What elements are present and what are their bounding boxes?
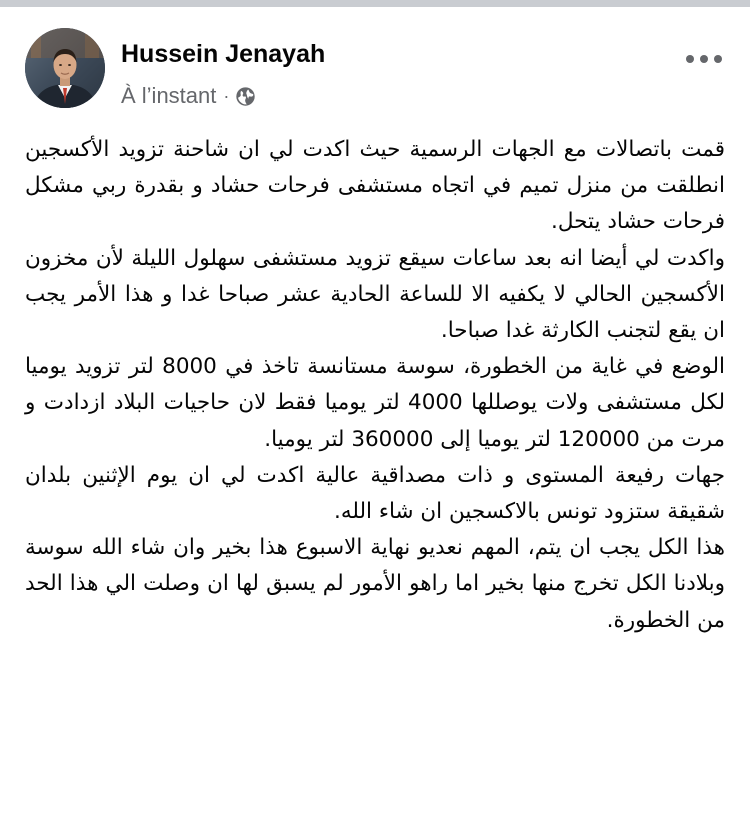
post-paragraph: الوضع في غاية من الخطورة، سوسة مستانسة تاخذ في 8000 لتر تزويد يوميا لكل مستشفى ولات يوصللها 4000 لتر يوميا فقط لان حاجيات البلاد ازدادت و مرت من 120000 لتر يوميا إلى 360000 لتر يوميا. (25, 354, 725, 452)
avatar-photo (25, 28, 105, 108)
post-paragraph: هذا الكل يجب ان يتم، المهم نعديو نهاية الاسبوع هذا بخير وان شاء الله سوسة وبلادنا الكل تخرج منها بخير اما راهو الأمور لم يسبق لها ان وصلت الي هذا الحد من الخطورة. (25, 535, 725, 633)
globe-icon[interactable] (235, 86, 256, 107)
post-paragraph: واكدت لي أيضا انه بعد ساعات سيقع تزويد مستشفى سهلول الليلة لأن مخزون الأكسجين الحالي لا يكفيه الا للساعة الحادية عشر صباحا غدا و هذا الأمر يجب ان يقع لتجنب الكارثة غدا صباحا. (25, 245, 725, 344)
post-text (25, 132, 725, 639)
author-name[interactable]: Hussein Jenayah (121, 40, 326, 68)
post-paragraph: جهات رفيعة المستوى و ذات مصداقية عالية اكدت لي ان يوم الإثنين بلدان شقيقة ستزود تونس بالاكسجين ان شاء الله. (25, 462, 725, 525)
post-paragraph: قمت باتصالات مع الجهات الرسمية حيث اكدت لي ان شاحنة تزويد الأكسجين انطلقت من منزل تميم في اتجاه مستشفى فرحات حشاد و بقدرة ربي مشكل فرحات حشاد يتحل. (25, 137, 725, 235)
avatar[interactable] (25, 28, 105, 108)
post-card (0, 7, 750, 828)
post-meta (121, 83, 256, 109)
post-timestamp[interactable]: À l’instant (121, 83, 217, 108)
meta-separator: · (223, 85, 230, 106)
feed-separator-strip (0, 0, 750, 7)
more-horizontal-icon[interactable] (684, 51, 724, 67)
